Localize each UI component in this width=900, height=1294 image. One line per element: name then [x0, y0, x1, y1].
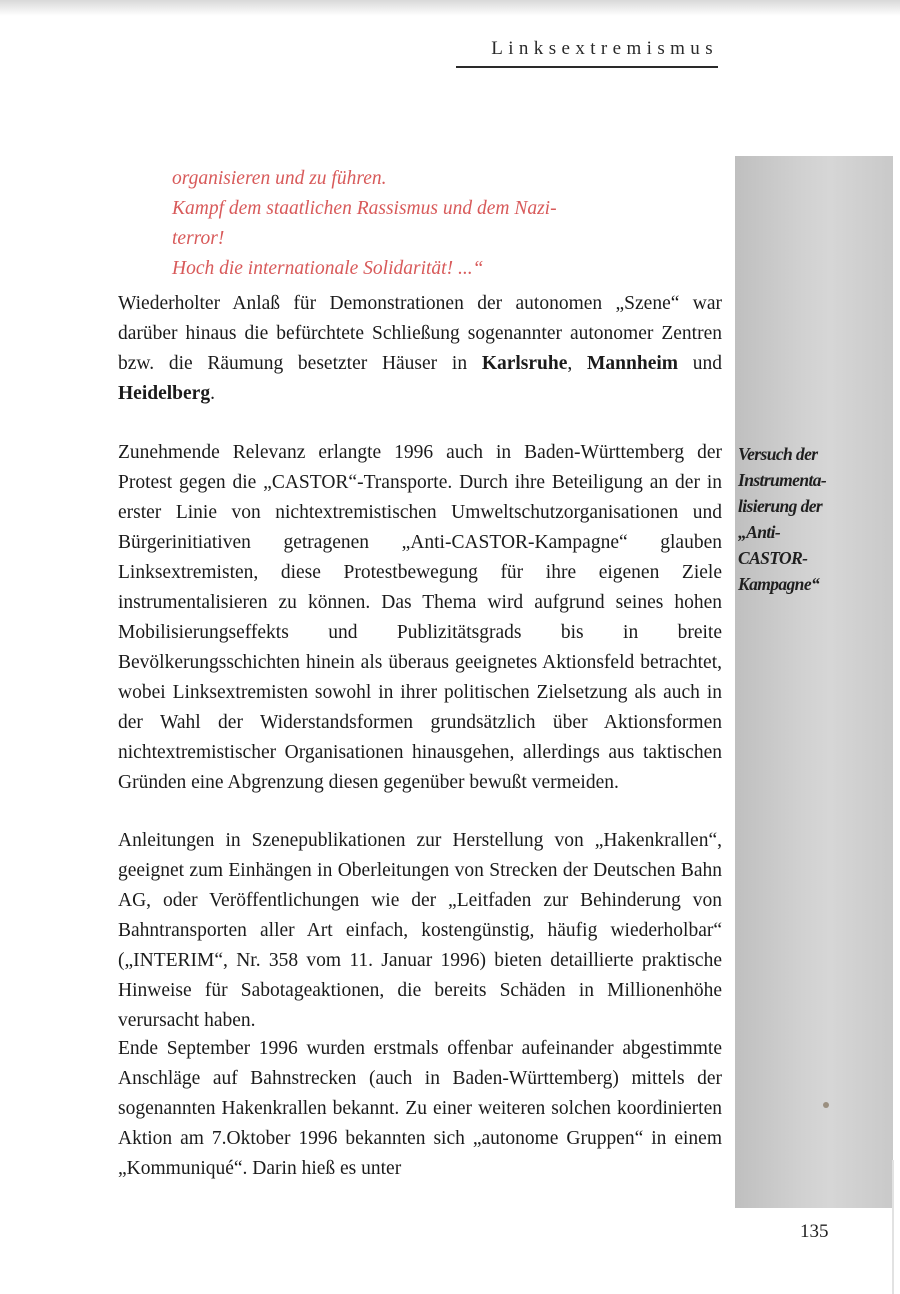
margin-note-line: „Anti-	[738, 522, 781, 542]
margin-note-line: Kampagne“	[738, 574, 820, 594]
quote-line: Hoch die internationale Solidarität! ...“	[172, 258, 484, 279]
paragraph-demonstrations: Wiederholter Anlaß für Demonstrationen der autonomen „Szene“ war darüber hinaus die befürchtete Schließung sogenannter autonomer Zentren bzw. die Räumung besetzter Häuser in Karlsruhe, Mannheim und Heidelberg.	[118, 293, 723, 404]
scan-top-edge	[0, 0, 900, 16]
paragraph-castor-protest: Zunehmende Relevanz erlangte 1996 auch in Baden-Württemberg der Protest gegen die „CASTOR“-Transporte. Durch ihre Beteiligung an der in erster Linie von nichtextremistischen Umweltschutzorganisationen und Bürgerinitiativen getragenen „Anti-CASTOR-Kampagne“ glauben Linksextremisten, diese Protestbewegung für ihre eigenen Ziele instrumentalisieren zu können. Das Thema wird aufgrund seines hohen Mobilisierungseffekts und Publizitätsgrads bis in breite Bevölkerungsschichten hinein als überaus geeignetes Aktionsfeld betrachtet, wobei Linksextremisten sowohl in ihrer politischen Zielsetzung als auch in der Wahl der Widerstandsformen grundsätzlich über Aktionsformen nichtextremistischer Organisationen hinausgehen, allerdings aus taktischen Gründen eine Abgrenzung diesen gegenüber bewußt vermeiden.	[118, 442, 722, 793]
city-karlsruhe: Karlsruhe	[481, 353, 568, 374]
margin-note-line: lisierung der	[738, 496, 823, 516]
margin-note	[738, 441, 888, 597]
page-edge-line	[892, 1160, 894, 1294]
quote-line: Kampf dem staatlichen Rassismus und dem Nazi-	[172, 198, 557, 219]
margin-sidebar	[735, 156, 893, 1208]
paragraph-railway-attacks: Ende September 1996 wurden erstmals offenbar aufeinander abgestimmte Anschläge auf Bahnstrecken (auch in Baden-Württemberg) mittels der sogenannten Hakenkrallen bekannt. Zu einer weiteren solchen koordinierten Aktion am 7.Oktober 1996 bekannten sich „autonome Gruppen“ in einem „Kommuniqué“. Darin hieß es unter	[118, 1038, 722, 1179]
quote-line: organisieren und zu führen.	[172, 168, 387, 189]
page-number: 135	[800, 1221, 829, 1242]
city-heidelberg: Heidelberg	[118, 383, 211, 404]
running-header: Linksextremismus	[456, 38, 718, 68]
quoted-slogans	[172, 164, 692, 284]
scan-speck	[823, 1102, 829, 1108]
margin-note-line: CASTOR-	[738, 548, 808, 568]
quote-line: terror!	[172, 228, 225, 249]
city-mannheim: Mannheim	[587, 353, 679, 374]
margin-note-line: Instrumenta-	[738, 470, 827, 490]
margin-note-line: Versuch der	[738, 444, 818, 464]
paragraph-sabotage-instructions: Anleitungen in Szenepublikationen zur Herstellung von „Hakenkrallen“, geeignet zum Einhängen in Oberleitungen von Strecken der Deutschen Bahn AG, oder Veröffentlichungen wie der „Leitfaden zur Behinderung von Bahntransporten aller Art einfach, kostengünstig, häufig wiederholbar“ („INTERIM“, Nr. 358 vom 11. Januar 1996) bieten detaillierte praktische Hinweise für Sabotageaktionen, die bereits Schäden in Millionenhöhe verursacht haben.	[118, 830, 722, 1031]
